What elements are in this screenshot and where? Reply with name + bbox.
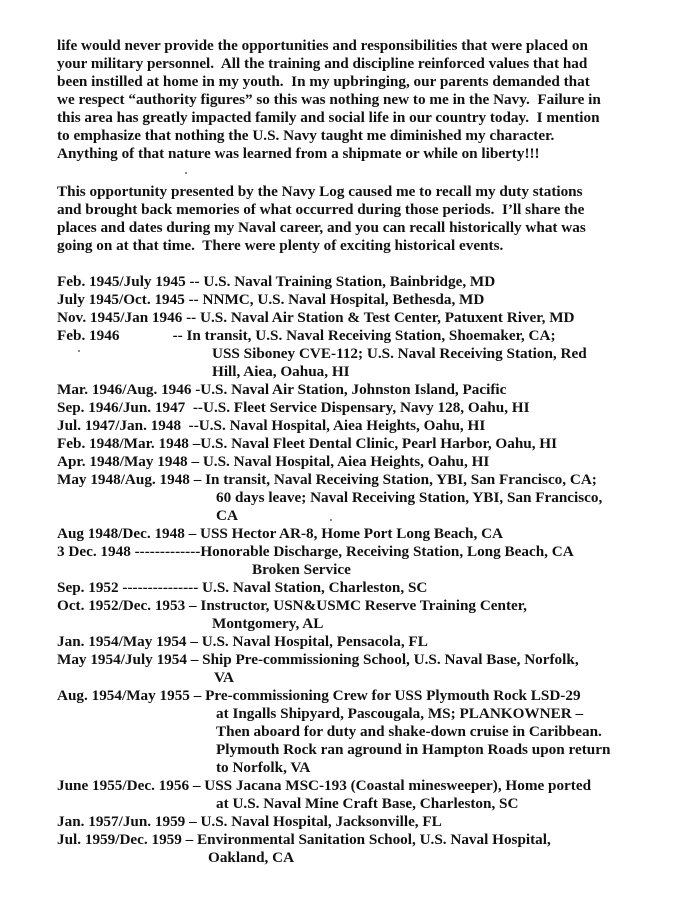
paragraph2-line: places and dates during my Naval career, and you can recall historically what was bbox=[57, 219, 586, 236]
service-entry: Mar. 1946/Aug. 1946 -U.S. Naval Air Station, Johnston Island, Pacific bbox=[57, 381, 507, 398]
service-entry: Sep. 1946/Jun. 1947 --U.S. Fleet Service Dispensary, Navy 128, Oahu, HI bbox=[57, 399, 530, 416]
service-entry: Sep. 1952 --------------- U.S. Naval Station, Charleston, SC bbox=[57, 579, 428, 596]
service-entry-continuation: Oakland, CA bbox=[208, 849, 295, 866]
service-entry-continuation: Then aboard for duty and shake-down cruise in Caribbean. bbox=[216, 723, 602, 740]
service-entry: May 1948/Aug. 1948 – In transit, Naval Receiving Station, YBI, San Francisco, CA; bbox=[57, 471, 597, 488]
service-entry: Jul. 1959/Dec. 1959 – Environmental Sanitation School, U.S. Naval Hospital, bbox=[57, 831, 551, 848]
service-entry-continuation: USS Siboney CVE-112; U.S. Naval Receiving Station, Red bbox=[212, 345, 587, 362]
service-entry: Nov. 1945/Jan 1946 -- U.S. Naval Air Station & Test Center, Patuxent River, MD bbox=[57, 309, 575, 326]
service-entry: Aug. 1954/May 1955 – Pre-commissioning Crew for USS Plymouth Rock LSD-29 bbox=[57, 687, 581, 704]
service-entry-continuation: Broken Service bbox=[252, 561, 351, 578]
service-entry: Oct. 1952/Dec. 1953 – Instructor, USN&USMC Reserve Training Center, bbox=[57, 597, 527, 614]
service-entry-continuation: VA bbox=[214, 669, 234, 686]
paragraph1-line: been instilled at home in my youth. In my upbringing, our parents demanded that bbox=[57, 73, 590, 90]
service-entry: Jan. 1957/Jun. 1959 – U.S. Naval Hospital, Jacksonville, FL bbox=[57, 813, 442, 830]
paragraph1-line: Anything of that nature was learned from a shipmate or while on liberty!!! bbox=[57, 145, 540, 162]
paragraph1-line: this area has greatly impacted family and social life in our country today. I mention bbox=[57, 109, 600, 126]
paragraph1-line: to emphasize that nothing the U.S. Navy taught me diminished my character. bbox=[57, 127, 555, 144]
service-entry-continuation: Montgomery, AL bbox=[212, 615, 324, 632]
service-entry: June 1955/Dec. 1956 – USS Jacana MSC-193 (Coastal minesweeper), Home ported bbox=[57, 777, 592, 794]
scan-speck bbox=[330, 519, 332, 521]
paragraph2-line: going on at that time. There were plenty of exciting historical events. bbox=[57, 237, 504, 254]
service-entry: Jan. 1954/May 1954 – U.S. Naval Hospital, Pensacola, FL bbox=[57, 633, 428, 650]
service-entry: Feb. 1945/July 1945 -- U.S. Naval Training Station, Bainbridge, MD bbox=[57, 273, 496, 290]
service-entry: Apr. 1948/May 1948 – U.S. Naval Hospital, Aiea Heights, Oahu, HI bbox=[57, 453, 490, 470]
service-entry-continuation: CA bbox=[216, 507, 238, 524]
service-entry: May 1954/July 1954 – Ship Pre-commissioning School, U.S. Naval Base, Norfolk, bbox=[57, 651, 579, 668]
paragraph1-line: we respect “authority figures” so this was nothing new to me in the Navy. Failure in bbox=[57, 91, 601, 108]
paragraph1-line: life would never provide the opportunities and responsibilities that were placed on bbox=[57, 37, 588, 54]
service-entry: 3 Dec. 1948 -------------Honorable Discharge, Receiving Station, Long Beach, CA bbox=[57, 543, 574, 560]
service-entry-continuation: at U.S. Naval Mine Craft Base, Charleston, SC bbox=[216, 795, 519, 812]
service-entry-continuation: at Ingalls Shipyard, Pascougala, MS; PLANKOWNER – bbox=[216, 705, 584, 722]
service-entry: Aug 1948/Dec. 1948 – USS Hector AR-8, Home Port Long Beach, CA bbox=[57, 525, 504, 542]
paragraph1-line: your military personnel. All the training and discipline reinforced values that had bbox=[57, 55, 588, 72]
service-entry: Feb. 1946 -- In transit, U.S. Naval Receiving Station, Shoemaker, CA; bbox=[57, 327, 556, 344]
service-entry-continuation: to Norfolk, VA bbox=[216, 759, 311, 776]
paragraph2-line: and brought back memories of what occurred during those periods. I’ll share the bbox=[57, 201, 585, 218]
paragraph2-line: This opportunity presented by the Navy Log caused me to recall my duty stations bbox=[57, 183, 583, 200]
service-entry-continuation: Hill, Aiea, Oahua, HI bbox=[212, 363, 350, 380]
scan-speck bbox=[185, 172, 187, 174]
service-entry-continuation: 60 days leave; Naval Receiving Station, YBI, San Francisco, bbox=[216, 489, 603, 506]
service-entry: July 1945/Oct. 1945 -- NNMC, U.S. Naval Hospital, Bethesda, MD bbox=[57, 291, 485, 308]
service-entry: Feb. 1948/Mar. 1948 –U.S. Naval Fleet Dental Clinic, Pearl Harbor, Oahu, HI bbox=[57, 435, 558, 452]
service-entry-continuation: Plymouth Rock ran aground in Hampton Roads upon return bbox=[216, 741, 611, 758]
scan-speck bbox=[78, 350, 80, 352]
service-entry: Jul. 1947/Jan. 1948 --U.S. Naval Hospital, Aiea Heights, Oahu, HI bbox=[57, 417, 486, 434]
